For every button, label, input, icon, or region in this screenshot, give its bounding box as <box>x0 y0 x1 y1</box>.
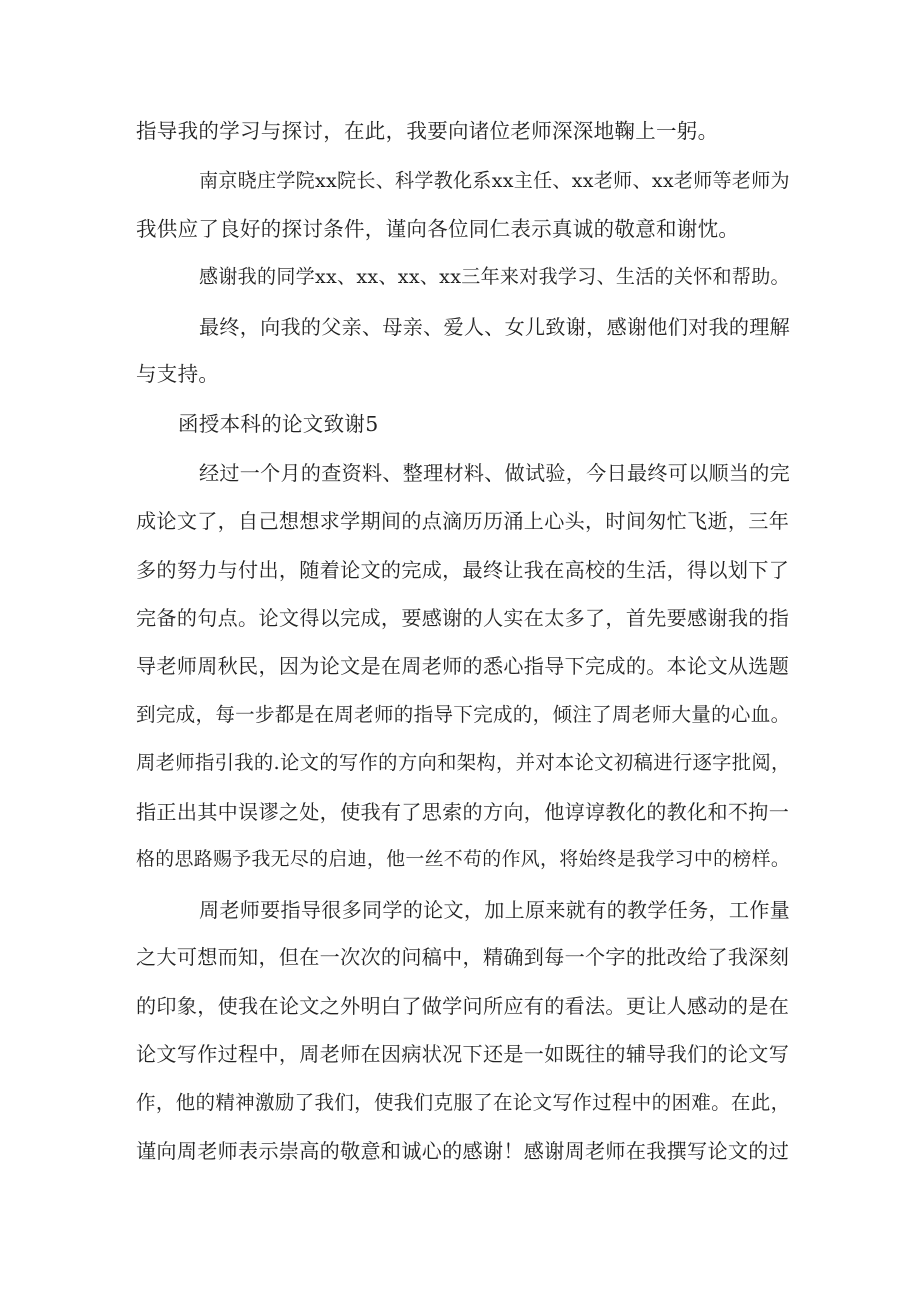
text-line-1: 指导我的学习与探讨，在此，我要向诸位老师深深地鞠上一躬。 <box>136 119 719 143</box>
text-line-4: 感谢我的同学xx、xx、xx、xx三年来对我学习、生活的关怀和帮助。 <box>199 266 790 288</box>
text-line-6: 与支持。 <box>136 362 220 386</box>
text-line-17: 周老师要指导很多同学的论文，加上原来就有的教学任务，工作量 <box>199 898 790 922</box>
text-line-11: 完备的句点。论文得以完成，要感谢的人实在太多了，首先要感谢我的指 <box>136 606 790 630</box>
text-line-22: 谨向周老师表示崇高的敬意和诚心的感谢！感谢周老师在我撰写论文的过 <box>136 1139 790 1163</box>
text-line-9: 成论文了，自己想想求学期间的点滴历历涌上心头，时间匆忙飞逝，三年 <box>136 509 790 533</box>
text-line-18: 之大可想而知，但在一次次的问稿中，精确到每一个字的批改给了我深刻 <box>136 945 790 969</box>
text-line-20: 论文写作过程中，周老师在因病状况下还是一如既往的辅导我们的论文写 <box>136 1042 790 1066</box>
section-heading: 函授本科的论文致谢5 <box>178 412 379 436</box>
text-line-5: 最终，向我的父亲、母亲、爱人、女儿致谢，感谢他们对我的理解 <box>199 315 790 339</box>
text-line-3: 我供应了良好的探讨条件，谨向各位同仁表示真诚的敬意和谢忱。 <box>136 217 740 241</box>
text-line-2: 南京晓庄学院xx院长、科学教化系xx主任、xx老师、xx老师等老师为 <box>199 170 790 192</box>
text-line-16: 格的思路赐予我无尽的启迪，他一丝不苟的作风，将始终是我学习中的榜样。 <box>136 848 791 870</box>
text-line-12: 导老师周秋民，因为论文是在周老师的悉心指导下完成的。本论文从选题 <box>136 654 790 678</box>
text-line-10: 多的努力与付出，随着论文的完成，最终让我在高校的生活，得以划下了 <box>136 558 790 582</box>
text-line-15: 指正出其中误谬之处，使我有了思索的方向，他谆谆教化的教化和不拘一 <box>136 800 790 824</box>
text-line-21: 作，他的精神激励了我们，使我们克服了在论文写作过程中的困难。在此， <box>136 1091 791 1114</box>
text-line-13: 到完成，每一步都是在周老师的指导下完成的，倾注了周老师大量的心血。 <box>136 703 791 726</box>
text-line-14: 周老师指引我的.论文的写作的方向和架构，并对本论文初稿进行逐字批阅， <box>136 751 791 774</box>
text-line-19: 的印象，使我在论文之外明白了做学问所应有的看法。更让人感动的是在 <box>136 994 790 1018</box>
text-line-8: 经过一个月的查资料、整理材料、做试验，今日最终可以顺当的完 <box>199 461 790 485</box>
